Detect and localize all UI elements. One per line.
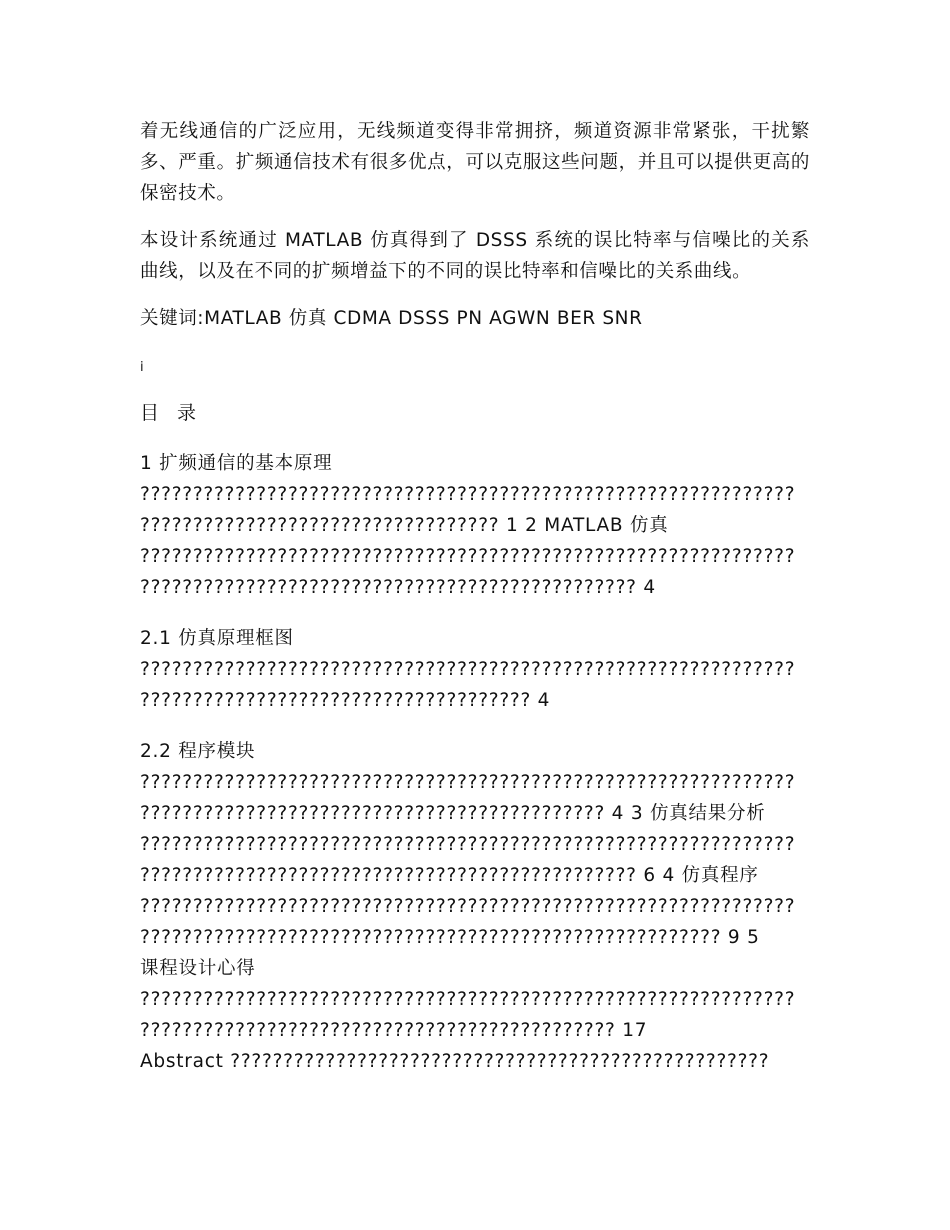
toc-block-1 — [140, 448, 810, 603]
toc-line: ??????????????????????????????????????????????????????? 9 5 — [140, 927, 760, 948]
keywords-line: 关键词:MATLAB 仿真 CDMA DSSS PN AGWN BER SNR — [140, 308, 643, 329]
toc-line[interactable]: Abstract ??????????????????????????????????????????????????? — [140, 1051, 770, 1072]
toc-line[interactable]: ???????????????????????????????????????????? 4 3 仿真结果分析 — [140, 803, 766, 824]
abstract-paragraph-1: 着无线通信的广泛应用，无线频道变得非常拥挤，频道资源非常紧张，干扰繁多、严重。扩频通信技术有很多优点，可以克服这些问题，并且可以提供更高的保密技术。 — [140, 121, 810, 204]
toc-line: ?????????????????????????????????????????????????????????????? — [140, 546, 796, 567]
toc-line: ?????????????????????????????????????????????????????????????? — [140, 772, 796, 793]
toc-title: 目 录 — [140, 402, 203, 424]
toc-line[interactable]: 2.2 程序模块 — [140, 741, 256, 762]
toc-line[interactable]: 课程设计心得 — [140, 958, 256, 979]
toc-block-3 — [140, 736, 810, 1077]
toc-line[interactable]: ?????????????????????????????????? 1 2 MATLAB 仿真 — [140, 515, 669, 536]
toc-line[interactable]: 1 扩频通信的基本原理 — [140, 453, 333, 474]
document-page — [140, 116, 810, 1077]
toc-line: ??????????????????????????????????????????????? 4 — [140, 577, 656, 598]
abstract-paragraph-2: 本设计系统通过 MATLAB 仿真得到了 DSSS 系统的误比特率与信噪比的关系曲线，以及在不同的扩频增益下的不同的误比特率和信噪比的关系曲线。 — [140, 230, 810, 282]
toc-line[interactable]: 2.1 仿真原理框图 — [140, 628, 294, 649]
toc-line: ????????????????????????????????????????????? 17 — [140, 1020, 648, 1041]
toc-line: ?????????????????????????????????????????????????????????????? — [140, 484, 796, 505]
toc-line[interactable]: ??????????????????????????????????????????????? 6 4 仿真程序 — [140, 865, 759, 886]
toc-line: ????????????????????????????????????? 4 — [140, 690, 551, 711]
toc-block-2 — [140, 623, 810, 716]
toc-line: ?????????????????????????????????????????????????????????????? — [140, 659, 796, 680]
page-number: i — [140, 360, 144, 375]
toc-line: ?????????????????????????????????????????????????????????????? — [140, 989, 796, 1010]
toc-line: ?????????????????????????????????????????????????????????????? — [140, 896, 796, 917]
toc-line: ?????????????????????????????????????????????????????????????? — [140, 834, 796, 855]
